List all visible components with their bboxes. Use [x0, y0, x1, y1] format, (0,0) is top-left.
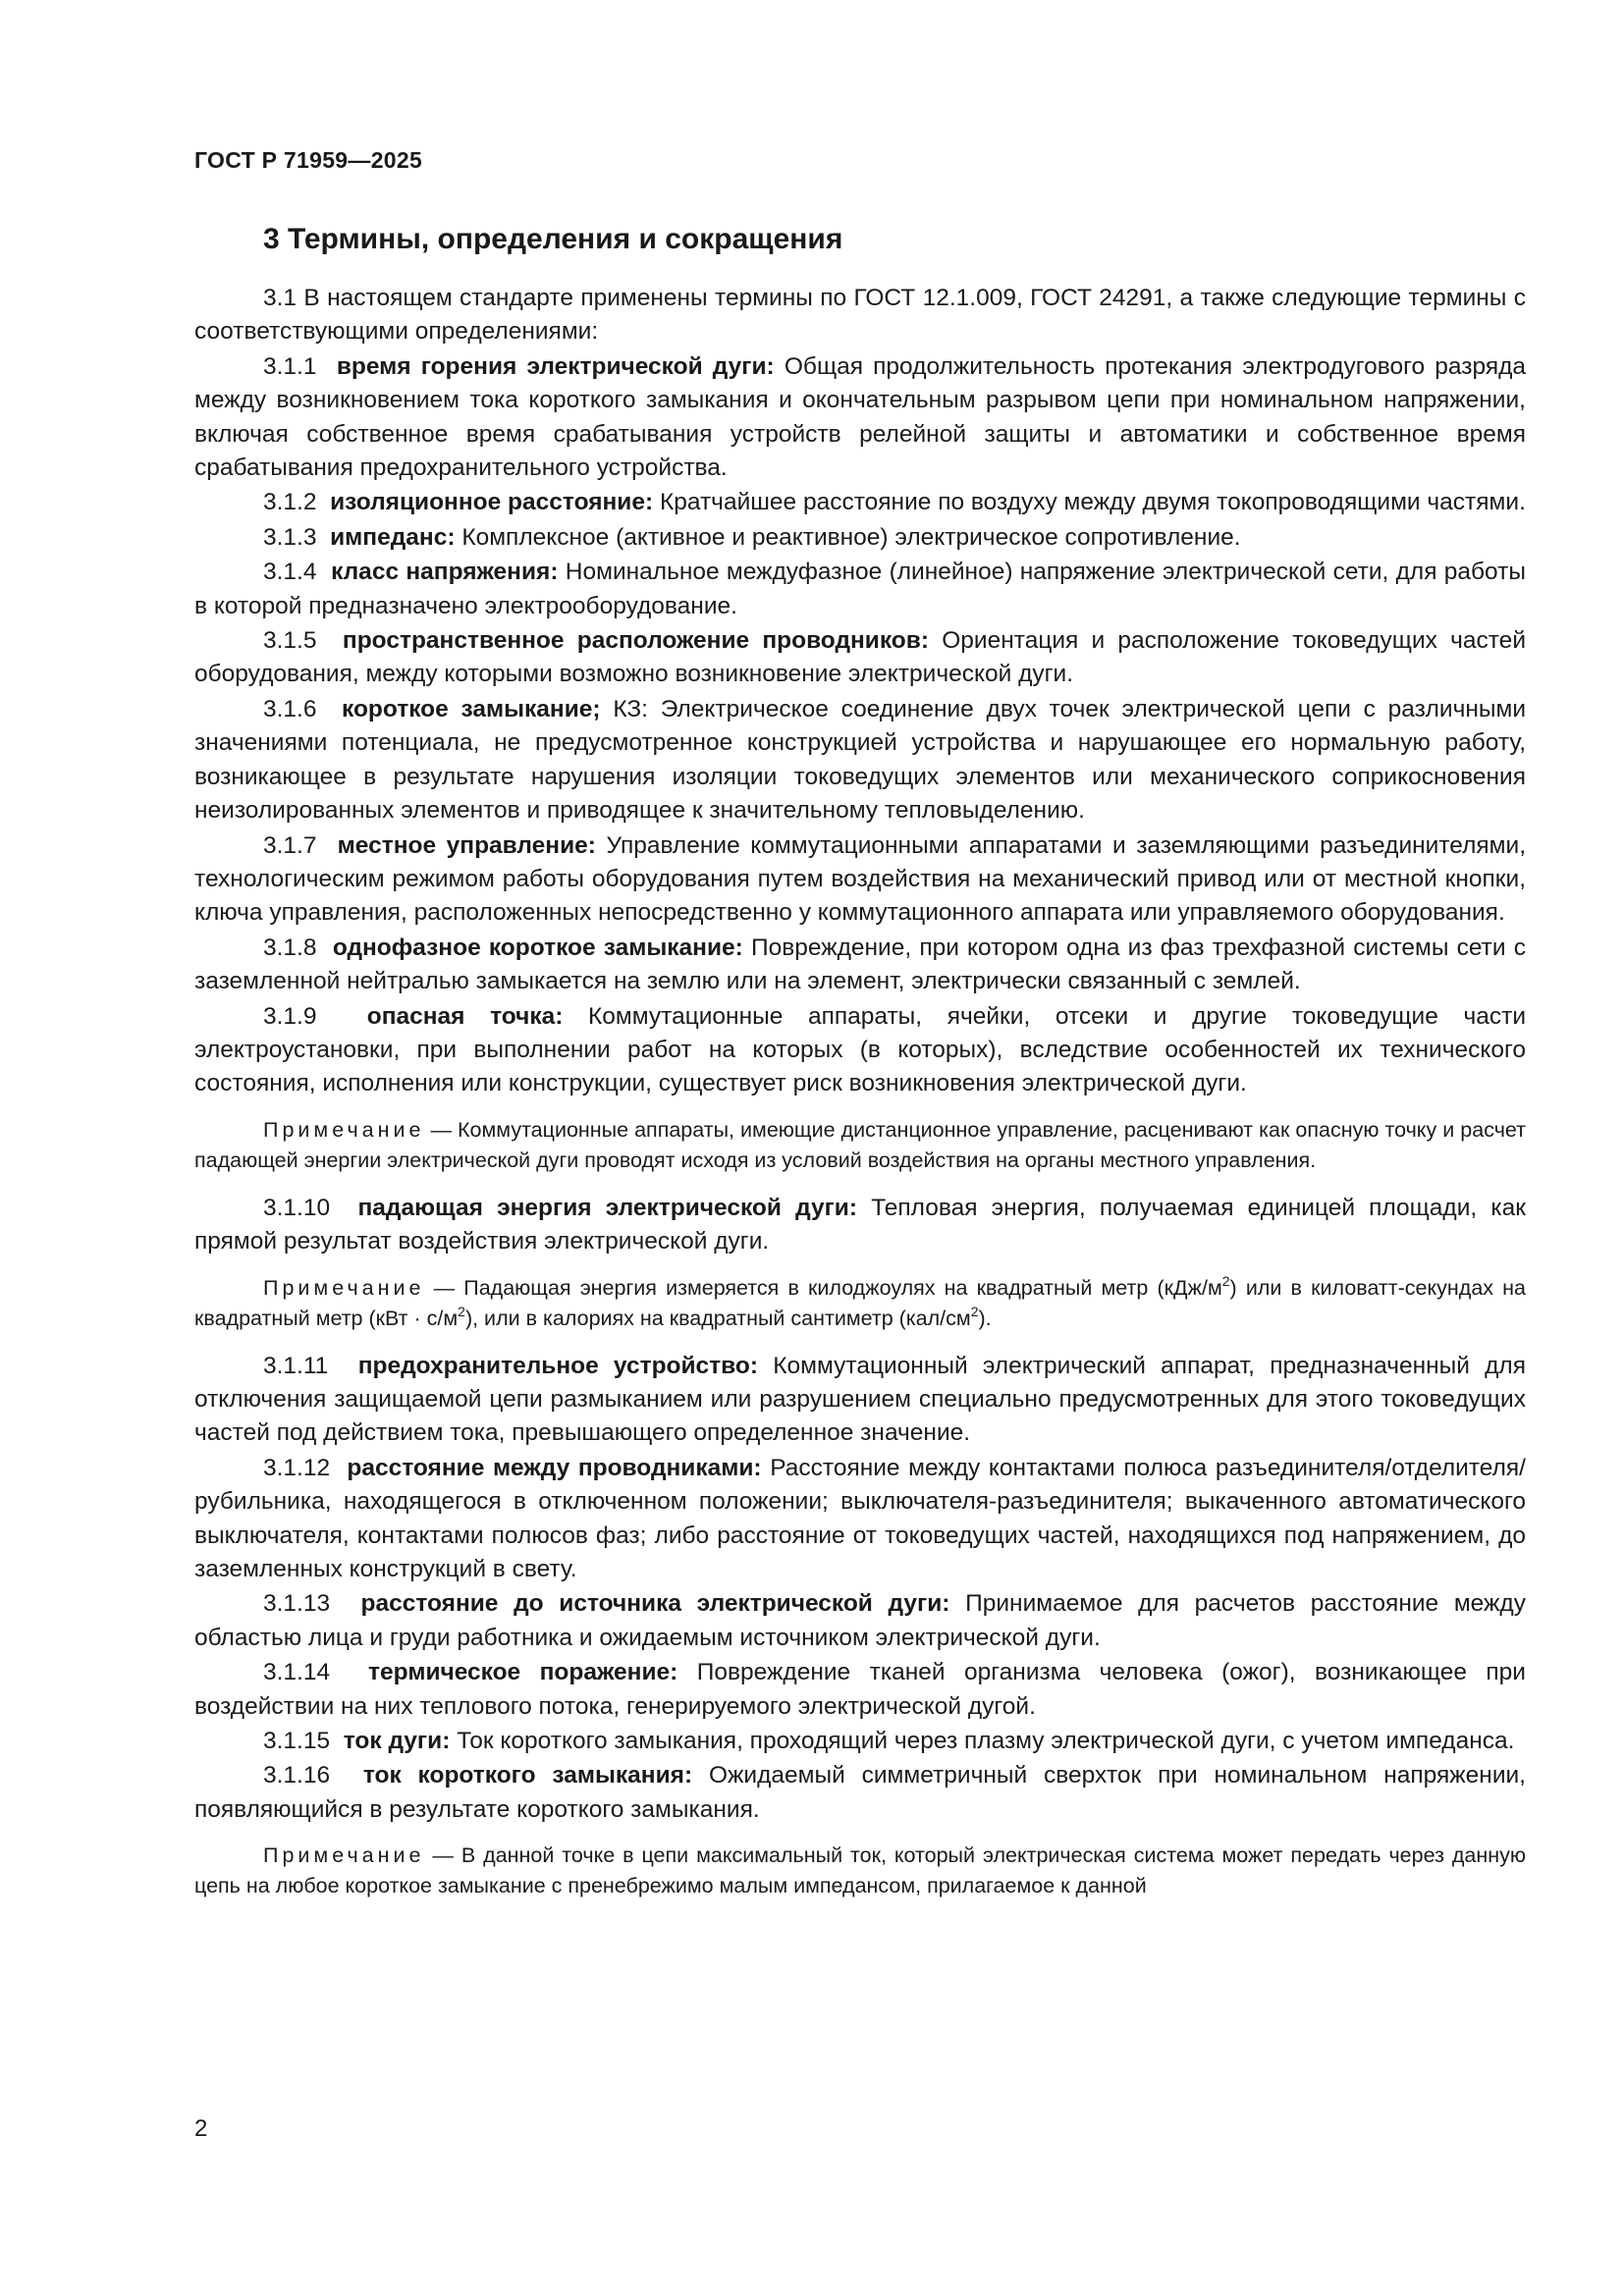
term-3-1-4: 3.1.4 класс напряжения: Номинальное междуфазное (линейное) напряжение электрической сети, для работы в которой предназначено электрооборудование.	[194, 559, 1526, 619]
term-3-1-8: 3.1.8 однофазное короткое замыкание: Повреждение, при котором одна из фаз трехфазной системы сети с заземленной нейтралью замыкается на землю или на элемент, электрически связанный с землей.	[194, 934, 1526, 995]
term-3-1-6: 3.1.6 короткое замыкание; КЗ: Электрическое соединение двух точек электрической цепи с различными значениями потенциала, не предусмотренное конструкцией устройства и нарушающее его нормальную работу, возникающее в результате нарушения изоляции токоведущих элементов или механического соприкосновения неизолированных элементов и приводящее к значительному тепловыделению.	[194, 695, 1527, 825]
page-number: 2	[194, 2115, 208, 2142]
term-3-1-2: 3.1.2 изоляционное расстояние: Кратчайшее расстояние по воздуху между двумя токопроводящими частями.	[263, 489, 1526, 516]
note-1: Примечание — Коммутационные аппараты, имеющие дистанционное управление, расценивают как опасную точку и расчет падающей энергии электрической дуги проводят исходя из условий воздействия на органы местного управления.	[194, 1117, 1526, 1172]
term-3-1-16: 3.1.16 ток короткого замыкания: Ожидаемый симметричный сверхток при номинальном напряжении, появляющийся в результате короткого замыкания.	[194, 1762, 1526, 1823]
term-3-1-1: 3.1.1 время горения электрической дуги: Общая продолжительность протекания электродугового разряда между возникновением тока короткого замыкания и окончательным разрывом цепи при номинальном напряжении, включая собственное время срабатывания устройств релейной защиты и автоматики и собственное время срабатывания предохранительного устройства.	[194, 352, 1527, 482]
term-3-1-5: 3.1.5 пространственное расположение проводников: Ориентация и расположение токоведущих частей оборудования, между которыми возможно возникновение электрической дуги.	[194, 627, 1526, 688]
document-header: ГОСТ Р 71959—2025	[194, 147, 423, 173]
term-3-1-9: 3.1.9 опасная точка: Коммутационные аппараты, ячейки, отсеки и другие токоведущие части электроустановки, при выполнении работ на которых (в которых), вследствие особенностей их технического состояния, исполнения или конструкции, существует риск возникновения электрической дуги.	[194, 1002, 1527, 1097]
document-page	[194, 147, 1526, 1917]
section-title: 3 Термины, определения и сокращения	[263, 223, 843, 255]
term-3-1-11: 3.1.11 предохранительное устройство: Коммутационный электрический аппарат, предназначенный для отключения защищаемой цепи размыканием или разрушением специально предусмотренных для этого токоведущих частей под действием тока, превышающего определенное значение.	[194, 1352, 1526, 1447]
term-3-1-15: 3.1.15 ток дуги: Ток короткого замыкания, проходящий через плазму электрической дуги, с учетом импеданса.	[263, 1728, 1515, 1755]
note-2: Примечание — Падающая энергия измеряется в килоджоулях на квадратный метр $(кДж/м^2)$ или в киловатт-секундах на квадратный метр $(кВт \cdot с/м^2)$, или в калориях на квадратный сантиметр $(кал/см^2)$.	[194, 1272, 1526, 1330]
note-3: Примечание — В данной точке в цепи максимальный ток, который электрическая система может передать через данную цепь на любое короткое замыкание с пренебрежимо малым импедансом, прилагаемое к данной	[194, 1843, 1526, 1898]
term-3-1-13: 3.1.13 расстояние до источника электрической дуги: Принимаемое для расчетов расстояние между областью лица и груди работника и ожидаемым источником электрической дуги.	[194, 1590, 1526, 1651]
term-3-1-3: 3.1.3 импеданс: Комплексное (активное и реактивное) электрическое сопротивление.	[263, 523, 1241, 551]
intro-paragraph: 3.1 В настоящем стандарте применены термины по ГОСТ 12.1.009, ГОСТ 24291, а также следующие термины с соответствующими определениями:	[194, 285, 1526, 346]
term-3-1-10: 3.1.10 падающая энергия электрической дуги: Тепловая энергия, получаемая единицей площади, как прямой результат воздействия электрической дуги.	[194, 1194, 1526, 1255]
term-3-1-12: 3.1.12 расстояние между проводниками: Расстояние между контактами полюса разъединителя/отделителя/рубильника, находящегося в отключенном положении; выключателя-разъединителя; выкаченного автоматического выключателя, контактами полюсов фаз; либо расстояние от токоведущих частей, находящихся под напряжением, до заземленных конструкций в свету.	[194, 1454, 1526, 1582]
term-3-1-7: 3.1.7 местное управление: Управление коммутационными аппаратами и заземляющими разъединителями, технологическим режимом работы оборудования путем воздействия на механический привод или от местной кнопки, ключа управления, расположенных непосредственно у коммутационного аппарата или управляемого оборудования.	[194, 831, 1527, 927]
term-3-1-14: 3.1.14 термическое поражение: Повреждение тканей организма человека (ожог), возникающее при воздействии на них теплового потока, генерируемого электрической дугой.	[194, 1659, 1526, 1720]
